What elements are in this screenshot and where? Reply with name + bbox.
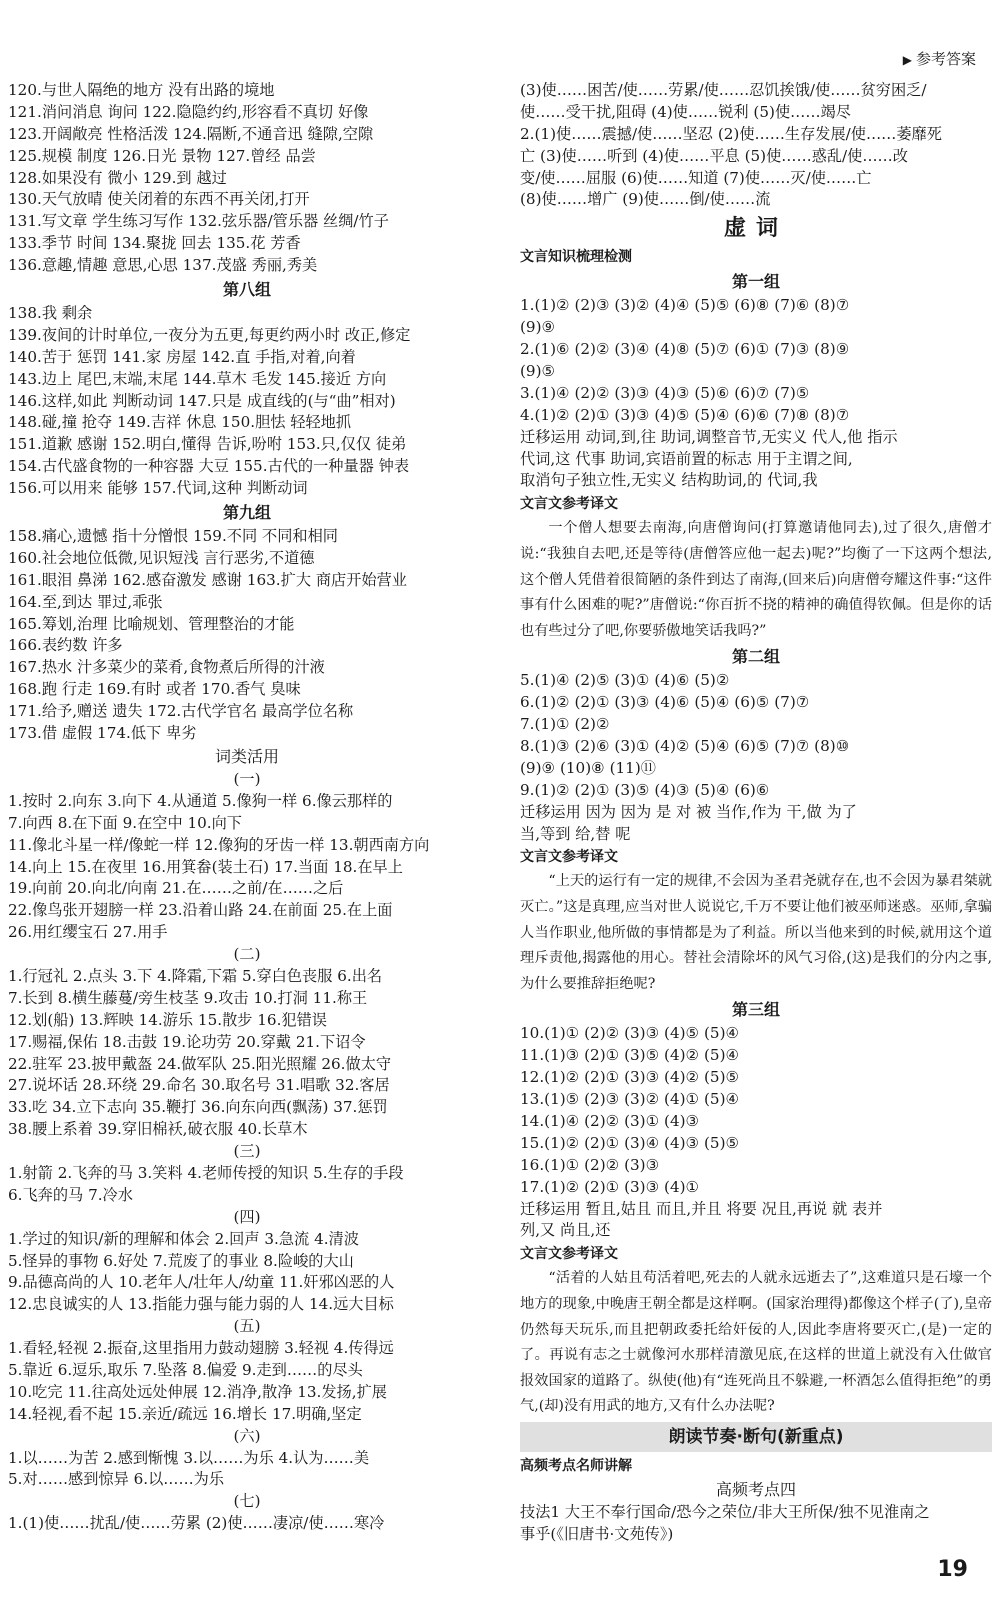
answer-line: 128.如果没有 微小 129.到 越过 bbox=[8, 168, 227, 187]
answer-line: 1.学过的知识/新的理解和体会 2.回声 3.急流 4.清波 bbox=[8, 1229, 359, 1248]
answer-line: 3.(1)④ (2)② (3)③ (4)③ (5)⑥ (6)⑦ (7)⑤ bbox=[520, 383, 810, 402]
triangle-marker-icon: ▶ bbox=[902, 53, 912, 67]
answer-line: 列,又 尚且,还 bbox=[520, 1221, 611, 1240]
answer-line: 17.赐福,保佑 18.击鼓 19.论功劳 20.穿戴 21.下诏令 bbox=[8, 1032, 366, 1051]
answer-line: 事乎(《旧唐书·文苑传》) bbox=[520, 1524, 674, 1543]
section-label: 文言文参考译文 bbox=[520, 1246, 618, 1263]
answer-line: 22.驻军 23.披甲戴盔 24.做军队 25.阳光照耀 26.做太守 bbox=[8, 1054, 392, 1073]
answer-line: 4.(1)② (2)① (3)③ (4)⑤ (5)④ (6)⑥ (7)⑧ (8)⑦ bbox=[520, 405, 850, 424]
answer-line: 143.边上 尾巴,末端,末尾 144.草木 毛发 145.接近 方向 bbox=[8, 369, 387, 388]
sub-heading: 高频考点四 bbox=[715, 1479, 796, 1499]
answer-line: 133.季节 时间 134.聚拢 回去 135.花 芳香 bbox=[8, 234, 301, 253]
translation-paragraph bbox=[520, 1266, 992, 1420]
answer-line: 120.与世人隔绝的地方 没有出路的境地 bbox=[8, 81, 275, 99]
answer-line: 7.长到 8.横生藤蔓/旁生枝茎 9.攻击 10.打洞 11.称王 bbox=[8, 988, 368, 1007]
answer-line: 12.(1)② (2)① (3)③ (4)② (5)⑤ bbox=[520, 1068, 740, 1087]
answer-line: 迁移运用 动词,到,往 助词,调整音节,无实义 代人,他 指示 bbox=[520, 427, 898, 446]
answer-line: 27.说坏话 28.环绕 29.命名 30.取名号 31.唱歌 32.客居 bbox=[8, 1076, 390, 1095]
answer-line: 2.(1)⑥ (2)② (3)④ (4)⑧ (5)⑦ (6)① (7)③ (8)⑨ bbox=[520, 340, 850, 359]
answer-line: 5.(1)④ (2)⑤ (3)① (4)⑥ (5)② bbox=[520, 671, 730, 690]
answer-line: 迁移运用 暂且,姑且 而且,并且 将要 况且,再说 就 表并 bbox=[520, 1199, 883, 1218]
answer-line: 166.表约数 许多 bbox=[8, 636, 123, 655]
answer-line: 173.借 虚假 174.低下 卑劣 bbox=[8, 724, 197, 743]
answer-line: 148.碰,撞 抢夺 149.吉祥 休息 150.胆怯 轻轻地抓 bbox=[8, 413, 352, 432]
answer-line: 12.划(船) 13.辉映 14.游乐 15.散步 16.犯错误 bbox=[8, 1010, 327, 1029]
answer-line: (二) bbox=[233, 945, 261, 964]
answer-line: 1.按时 2.向东 3.向下 4.从通道 5.像狗一样 6.像云那样的 bbox=[8, 791, 393, 810]
paragraph-text: “上天的运行有一定的规律,不会因为圣君尧就存在,也不会因为暴君桀就灭亡。”这是真理,应当对世人说说它,千万不要让他们被巫师迷惑。巫师,拿骗人当作职业,他所做的事情都是为了利益。所以当他来到的时候,就用这个道理斥责他,揭露他的用心。替社会清除坏的风气习俗,(这)是我们的分内之事,为什么要推辞拒绝呢? bbox=[520, 873, 992, 992]
answer-line: 151.道歉 感谢 152.明白,懂得 告诉,吩咐 153.只,仅仅 徒弟 bbox=[8, 435, 407, 454]
answer-line: (9)⑨ (10)⑧ (11)⑪ bbox=[520, 758, 656, 777]
answer-line: 10.吃完 11.往高处远处伸展 12.消净,散净 13.发扬,扩展 bbox=[8, 1382, 387, 1401]
section-label: 文言文参考译文 bbox=[520, 849, 618, 866]
answer-line: 26.用红缨宝石 27.用手 bbox=[8, 923, 168, 942]
answer-line: (9)⑤ bbox=[520, 362, 556, 381]
section-label: 文言知识梳理检测 bbox=[520, 249, 632, 266]
answer-line: 125.规模 制度 126.日光 景物 127.曾经 品尝 bbox=[8, 146, 316, 165]
paragraph-text: 一个僧人想要去南海,向唐僧询问(打算邀请他同去),过了很久,唐僧才说:“我独自去吧,还是等待(唐僧答应他一起去)呢?”均衡了一下这两个想法,这个僧人凭借着很简陋的条件到达了南海,(回来后)向唐僧夸耀这件事:“这件事有什么困难的呢?”唐僧说:“你百折不挠的精神的确值得钦佩。但是你的话也有些过分了吧,你要骄傲地笑话我吗?” bbox=[520, 520, 992, 639]
answer-line: 变/使……屈服 (6)使……知道 (7)使……灭/使……亡 bbox=[520, 168, 872, 187]
answer-line: 156.可以用来 能够 157.代词,这种 判断动词 bbox=[8, 479, 308, 498]
answer-line: 10.(1)① (2)② (3)③ (4)⑤ (5)④ bbox=[520, 1024, 740, 1043]
answer-line: 6.(1)② (2)① (3)③ (4)⑥ (5)④ (6)⑤ (7)⑦ bbox=[520, 693, 810, 712]
page-header bbox=[903, 48, 976, 69]
page-number: 19 bbox=[937, 1557, 968, 1582]
answer-line: 1.行冠礼 2.点头 3.下 4.降霜,下霜 5.穿白色丧服 6.出名 bbox=[8, 966, 383, 985]
answer-line: 8.(1)③ (2)⑥ (3)① (4)② (5)④ (6)⑤ (7)⑦ (8)⑩ bbox=[520, 737, 850, 755]
answer-line: 迁移运用 因为 因为 是 对 被 当作,作为 干,做 为了 bbox=[520, 802, 857, 821]
right-column bbox=[520, 80, 992, 1546]
answer-line: 7.向西 8.在下面 9.在空中 10.向下 bbox=[8, 813, 242, 832]
answer-line: 技法1 大王不奉行国命/恐今之荣位/非大王所保/独不见淮南之 bbox=[520, 1502, 930, 1521]
answer-line: 165.筹划,治理 比喻规划、管理整治的才能 bbox=[8, 614, 295, 633]
answer-line: (3)使……困苦/使……劳累/使……忍饥挨饿/使……贫穷困乏/ bbox=[520, 81, 927, 99]
paragraph-text: “活着的人姑且苟活着吧,死去的人就永远逝去了”,这难道只是石壕一个地方的现象,中晚唐王朝全都是这样啊。(国家治理得)都像这个样子(了),皇帝仍然每天玩乐,而且把朝政委托给奸佞的人,因此李唐将要灭亡,(是)一定的了。再说有志之士就像河水那样清激见底,在这样的世道上就没有入仕做官报效国家的道路了。纵使(他)有“连死尚且不躲避,一杯酒怎么值得拒绝”的勇气,(却)没有用武的地方,又有什么办法呢? bbox=[520, 1270, 992, 1415]
answer-line: 19.向前 20.向北/向南 21.在……之前/在……之后 bbox=[8, 879, 344, 898]
answer-line: 16.(1)① (2)② (3)③ bbox=[520, 1155, 660, 1174]
answer-line: 12.忠良诚实的人 13.指能力强与能力弱的人 14.远大目标 bbox=[8, 1295, 394, 1314]
answer-line: 33.吃 34.立下志向 35.鞭打 36.向东向西(飘荡) 37.惩罚 bbox=[8, 1098, 388, 1117]
answer-line: 154.古代盛食物的一种容器 大豆 155.古代的一种量器 钟表 bbox=[8, 457, 410, 476]
answer-line: 取消句子独立性,无实义 结构助词,的 代词,我 bbox=[520, 471, 818, 490]
answer-line: 代词,这 代事 助词,宾语前置的标志 用于主谓之间, bbox=[520, 449, 853, 468]
answer-line: 14.轻视,看不起 15.亲近/疏远 16.增长 17.明确,坚定 bbox=[8, 1404, 362, 1423]
answer-line: (六) bbox=[233, 1426, 261, 1445]
answer-line: (8)使……增广 (9)使……倒/使……流 bbox=[520, 190, 771, 209]
answer-line: 146.这样,如此 判断动词 147.只是 成直线的(与“曲”相对) bbox=[8, 391, 396, 410]
answer-line: 160.社会地位低微,见识短浅 言行恶劣,不道德 bbox=[8, 548, 315, 567]
section-title: 虚词 bbox=[723, 215, 788, 242]
answer-line: 131.写文章 学生练习写作 132.弦乐器/管乐器 丝绸/竹子 bbox=[8, 212, 389, 231]
answer-line: 139.夜间的计时单位,一夜分为五更,每更约两小时 改正,修定 bbox=[8, 325, 411, 344]
answer-line: 17.(1)② (2)① (3)③ (4)① bbox=[520, 1177, 700, 1196]
group-heading: 第三组 bbox=[731, 1000, 780, 1020]
answer-line: 14.(1)④ (2)② (3)① (4)③ bbox=[520, 1111, 700, 1130]
left-column bbox=[8, 80, 486, 1535]
answer-line: 11.(1)③ (2)① (3)⑤ (4)② (5)④ bbox=[520, 1046, 740, 1065]
answer-line: 当,等到 给,替 呢 bbox=[520, 824, 631, 843]
answer-line: (四) bbox=[233, 1207, 261, 1226]
answer-line: 164.至,到达 罪过,乖张 bbox=[8, 592, 163, 611]
answer-line: (9)⑨ bbox=[520, 318, 556, 337]
answer-line: 9.品德高尚的人 10.老年人/壮年人/幼童 11.奸邪凶恶的人 bbox=[8, 1273, 395, 1292]
answer-line: 亡 (3)使……听到 (4)使……平息 (5)使……惑乱/使……改 bbox=[520, 146, 908, 165]
section-label: 文言文参考译文 bbox=[520, 496, 618, 513]
answer-line: 14.向上 15.在夜里 16.用箕畚(装土石) 17.当面 18.在早上 bbox=[8, 857, 403, 876]
answer-line: 123.开阔敞亮 性格活泼 124.隔断,不通音迅 缝隙,空隙 bbox=[8, 124, 374, 143]
translation-paragraph bbox=[520, 869, 992, 997]
answer-line: (五) bbox=[233, 1317, 261, 1336]
answer-line: (三) bbox=[233, 1142, 261, 1161]
answer-line: 171.给予,赠送 遗失 172.古代学官名 最高学位名称 bbox=[8, 702, 354, 721]
answer-line: (七) bbox=[233, 1492, 261, 1511]
answer-line: 7.(1)① (2)② bbox=[520, 715, 610, 734]
chapter-banner: 朗读节奏·断句(新重点) bbox=[520, 1422, 992, 1452]
answer-line: 22.像鸟张开翅膀一样 23.沿着山路 24.在前面 25.在上面 bbox=[8, 901, 393, 920]
answer-line: 13.(1)⑤ (2)③ (3)② (4)① (5)④ bbox=[520, 1090, 740, 1109]
answer-line: 9.(1)② (2)① (3)⑤ (4)③ (5)④ (6)⑥ bbox=[520, 780, 770, 799]
answer-line: 1.(1)② (2)③ (3)② (4)④ (5)⑤ (6)⑧ (7)⑥ (8)⑦ bbox=[520, 296, 850, 315]
answer-line: 1.以……为苦 2.感到惭愧 3.以……为乐 4.认为……美 bbox=[8, 1448, 370, 1467]
group-heading: 第二组 bbox=[731, 647, 780, 667]
section-label: 高频考点名师讲解 bbox=[520, 1457, 632, 1474]
answer-line: 158.痛心,遗憾 指十分憎恨 159.不同 不同和相同 bbox=[8, 527, 338, 546]
group-heading: 第九组 bbox=[222, 503, 271, 523]
answer-line: 5.对……感到惊异 6.以……为乐 bbox=[8, 1470, 225, 1489]
answer-line: 15.(1)② (2)① (3)④ (4)③ (5)⑤ bbox=[520, 1133, 740, 1152]
answer-line: 6.飞奔的马 7.冷水 bbox=[8, 1185, 133, 1204]
answer-line: 140.苦于 惩罚 141.家 房屋 142.直 手指,对着,向着 bbox=[8, 347, 356, 366]
answer-line: 121.消问消息 询问 122.隐隐约约,形容看不真切 好像 bbox=[8, 102, 369, 121]
answer-line: 使……受干扰,阻碍 (4)使……锐利 (5)使……竭尽 bbox=[520, 102, 851, 121]
answer-line: 161.眼泪 鼻涕 162.感奋激发 感谢 163.扩大 商店开始营业 bbox=[8, 570, 407, 589]
translation-paragraph bbox=[520, 516, 992, 644]
answer-line: 136.意趣,情趣 意思,心思 137.茂盛 秀丽,秀美 bbox=[8, 256, 318, 275]
answer-line: 1.看轻,轻视 2.振奋,这里指用力鼓动翅膀 3.轻视 4.传得远 bbox=[8, 1339, 394, 1358]
answer-line: 1.射箭 2.飞奔的马 3.笑料 4.老师传授的知识 5.生存的手段 bbox=[8, 1163, 404, 1182]
group-heading: 第一组 bbox=[731, 272, 780, 292]
answer-line: 2.(1)使……震撼/使……坚忍 (2)使……生存发展/使……萎靡死 bbox=[520, 124, 942, 143]
answer-line: 1.(1)使……扰乱/使……劳累 (2)使……凄凉/使……寒冷 bbox=[8, 1514, 385, 1533]
answer-line: 168.跑 行走 169.有时 或者 170.香气 臭味 bbox=[8, 680, 301, 699]
answer-line: 11.像北斗星一样/像蛇一样 12.像狗的牙齿一样 13.朝西南方向 bbox=[8, 835, 430, 854]
answer-line: (一) bbox=[233, 769, 261, 788]
answer-line: 5.怪异的事物 6.好处 7.荒废了的事业 8.险峻的大山 bbox=[8, 1251, 354, 1270]
answer-line: 38.腰上系着 39.穿旧棉袄,破衣服 40.长草木 bbox=[8, 1120, 308, 1139]
answer-line: 138.我 剩余 bbox=[8, 304, 93, 323]
group-heading: 第八组 bbox=[222, 280, 271, 300]
header-label: 参考答案 bbox=[915, 50, 976, 68]
sub-heading: 词类活用 bbox=[214, 746, 279, 766]
answer-line: 130.天气放晴 使关闭着的东西不再关闭,打开 bbox=[8, 190, 310, 209]
answer-line: 167.热水 汁多菜少的菜肴,食物煮后所得的汁液 bbox=[8, 658, 325, 677]
answer-line: 5.靠近 6.逗乐,取乐 7.坠落 8.偏爱 9.走到……的尽头 bbox=[8, 1360, 363, 1379]
